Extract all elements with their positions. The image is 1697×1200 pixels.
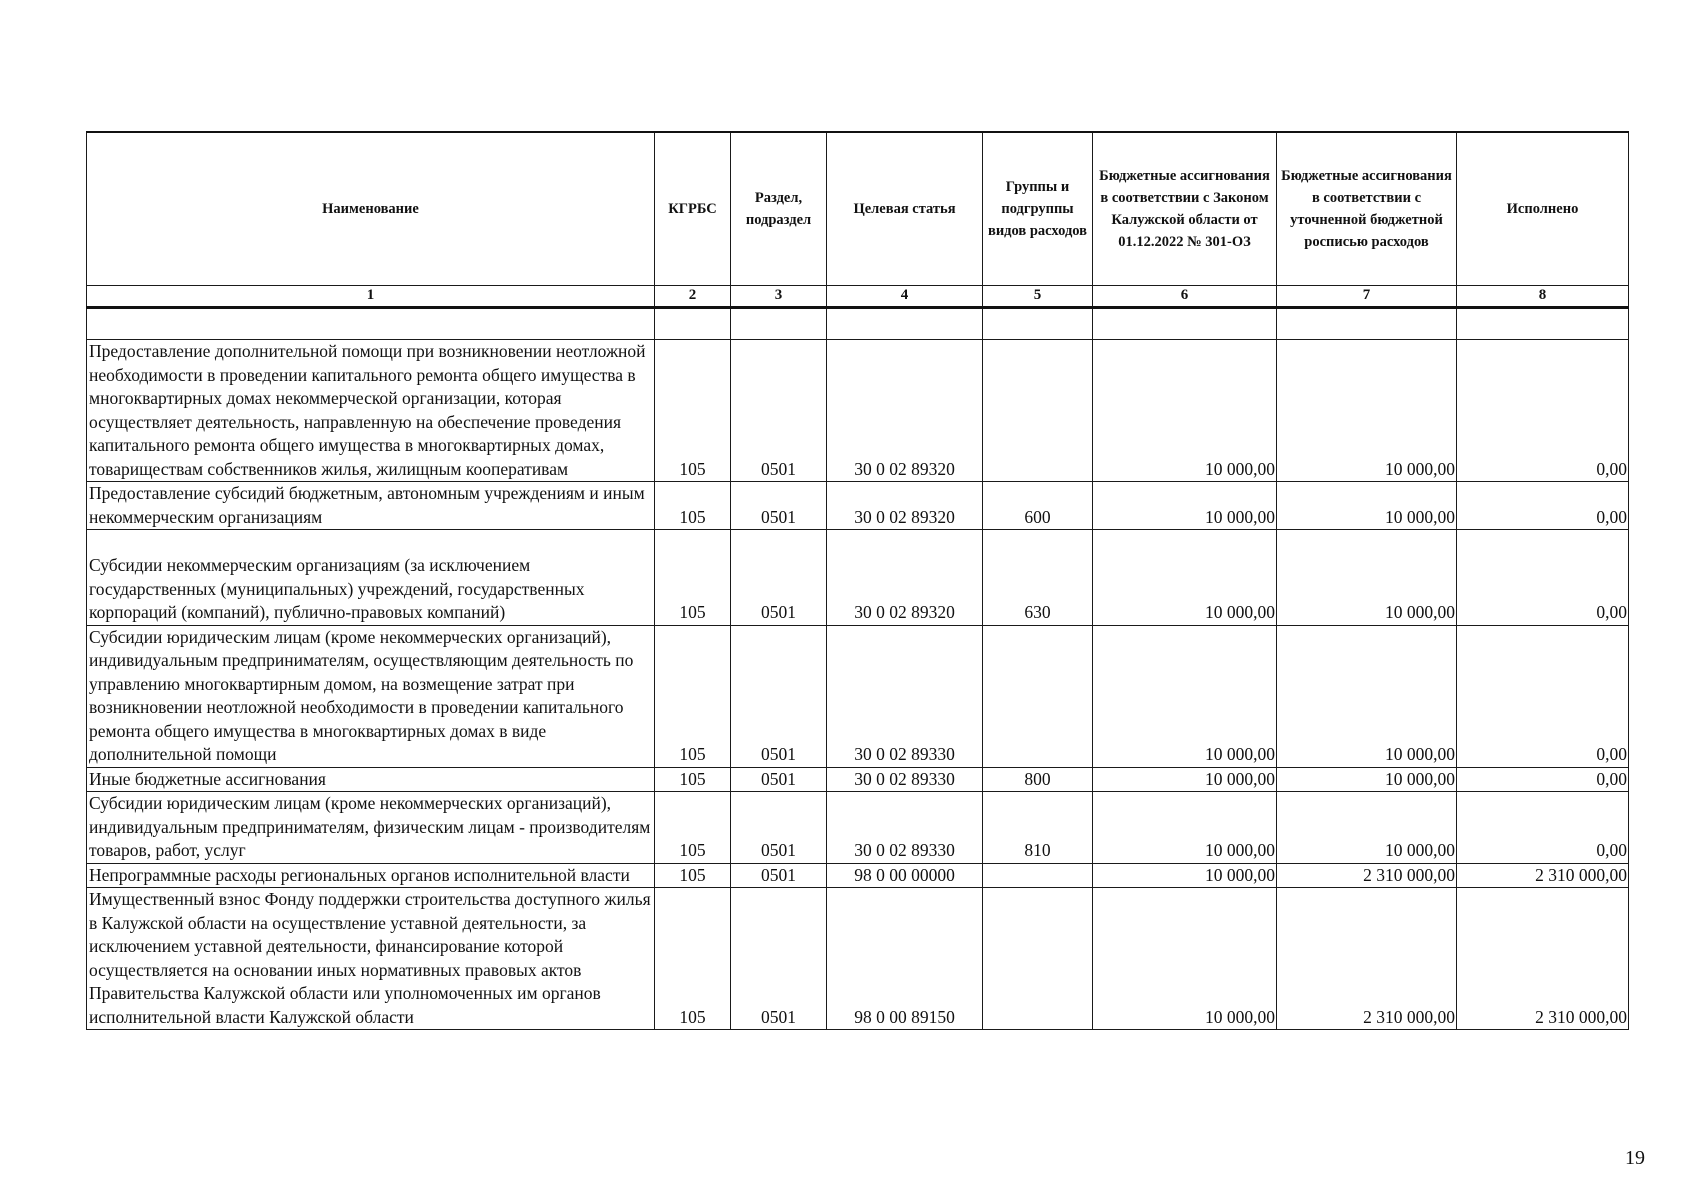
row-refined-allocation: 10 000,00 <box>1277 340 1457 482</box>
column-number: 5 <box>983 286 1093 308</box>
table-row <box>87 340 1629 482</box>
row-target: 30 0 02 89330 <box>827 767 983 792</box>
row-section: 0501 <box>731 767 827 792</box>
row-executed: 2 310 000,00 <box>1457 863 1629 888</box>
row-executed: 0,00 <box>1457 482 1629 530</box>
header-law-allocation: Бюджетные ассигнования в соответствии с Законом Калужской области от 01.12.2022 № 301-ОЗ <box>1093 132 1277 286</box>
row-kgrbs: 105 <box>655 482 731 530</box>
row-section: 0501 <box>731 625 827 767</box>
header-refined-allocation: Бюджетные ассигнования в соответствии с уточненной бюджетной росписью расходов <box>1277 132 1457 286</box>
row-target: 98 0 00 89150 <box>827 888 983 1030</box>
row-executed: 0,00 <box>1457 625 1629 767</box>
table-row <box>87 888 1629 1030</box>
row-section: 0501 <box>731 530 827 626</box>
table-row <box>87 482 1629 530</box>
row-group <box>983 863 1093 888</box>
row-kgrbs: 105 <box>655 767 731 792</box>
table-body <box>87 308 1629 1030</box>
row-refined-allocation: 10 000,00 <box>1277 625 1457 767</box>
column-number: 7 <box>1277 286 1457 308</box>
row-kgrbs: 105 <box>655 625 731 767</box>
row-refined-allocation: 2 310 000,00 <box>1277 888 1457 1030</box>
row-refined-allocation: 10 000,00 <box>1277 482 1457 530</box>
table-row <box>87 530 1629 626</box>
row-kgrbs: 105 <box>655 888 731 1030</box>
row-section: 0501 <box>731 863 827 888</box>
row-law-allocation: 10 000,00 <box>1093 767 1277 792</box>
row-section: 0501 <box>731 888 827 1030</box>
row-name <box>87 530 655 626</box>
row-refined-allocation: 10 000,00 <box>1277 767 1457 792</box>
row-target: 30 0 02 89330 <box>827 792 983 864</box>
column-number: 6 <box>1093 286 1277 308</box>
table-header <box>87 132 1629 308</box>
row-executed: 2 310 000,00 <box>1457 888 1629 1030</box>
budget-table <box>86 131 1629 1030</box>
row-section: 0501 <box>731 482 827 530</box>
header-name: Наименование <box>87 132 655 286</box>
row-group <box>983 340 1093 482</box>
row-name: Предоставление дополнительной помощи при возникновении неотложной необходимости в проведении капитального ремонта общего имущества в многоквартирных домах некоммерческой организации, которая осуществляет деятельность, направленную на обеспечение проведения капитального ремонта общего имущества в многоквартирных домах, товариществам собственников жилья, жилищным кооперативам <box>87 340 655 482</box>
row-name: Предоставление субсидий бюджетным, автономным учреждениям и иным некоммерческим организациям <box>87 482 655 530</box>
row-kgrbs: 105 <box>655 340 731 482</box>
column-number-row <box>87 286 1629 308</box>
row-kgrbs: 105 <box>655 530 731 626</box>
row-refined-allocation: 2 310 000,00 <box>1277 863 1457 888</box>
table-row <box>87 792 1629 864</box>
table-row <box>87 625 1629 767</box>
header-section: Раздел, подраздел <box>731 132 827 286</box>
row-executed: 0,00 <box>1457 792 1629 864</box>
row-target: 30 0 02 89320 <box>827 482 983 530</box>
row-section: 0501 <box>731 792 827 864</box>
row-kgrbs: 105 <box>655 792 731 864</box>
column-number: 4 <box>827 286 983 308</box>
row-group: 600 <box>983 482 1093 530</box>
row-executed: 0,00 <box>1457 340 1629 482</box>
row-name: Имущественный взнос Фонду поддержки строительства доступного жилья в Калужской области на осуществление уставной деятельности, за исключением уставной деятельности, финансирование которой осуществляется на основании иных нормативных правовых актов Правительства Калужской области или уполномоченных им органов исполнительной власти Калужской области <box>87 888 655 1030</box>
row-group <box>983 888 1093 1030</box>
table-row <box>87 767 1629 792</box>
header-target: Целевая статья <box>827 132 983 286</box>
column-number: 2 <box>655 286 731 308</box>
row-group: 630 <box>983 530 1093 626</box>
header-row <box>87 132 1629 286</box>
row-name: Иные бюджетные ассигнования <box>87 767 655 792</box>
row-name-text: Субсидии некоммерческим организациям (за исключением государственных (муниципальных) учреждений, государственных корпораций (компаний), публично-правовых компаний) <box>89 555 585 622</box>
row-group: 800 <box>983 767 1093 792</box>
header-executed: Исполнено <box>1457 132 1629 286</box>
column-number: 3 <box>731 286 827 308</box>
row-group <box>983 625 1093 767</box>
table-row <box>87 863 1629 888</box>
row-law-allocation: 10 000,00 <box>1093 863 1277 888</box>
row-name: Непрограммные расходы региональных органов исполнительной власти <box>87 863 655 888</box>
row-refined-allocation: 10 000,00 <box>1277 530 1457 626</box>
header-kgrbs: КГРБС <box>655 132 731 286</box>
row-executed: 0,00 <box>1457 767 1629 792</box>
row-law-allocation: 10 000,00 <box>1093 792 1277 864</box>
header-group: Группы и подгруппы видов расходов <box>983 132 1093 286</box>
column-number: 1 <box>87 286 655 308</box>
row-law-allocation: 10 000,00 <box>1093 888 1277 1030</box>
row-kgrbs: 105 <box>655 863 731 888</box>
row-refined-allocation: 10 000,00 <box>1277 792 1457 864</box>
row-executed: 0,00 <box>1457 530 1629 626</box>
row-target: 30 0 02 89320 <box>827 530 983 626</box>
page-number: 19 <box>1625 1147 1645 1169</box>
row-section: 0501 <box>731 340 827 482</box>
row-name: Субсидии юридическим лицам (кроме некоммерческих организаций), индивидуальным предпринимателям, осуществляющим деятельность по управлению многоквартирным домом, на возмещение затрат при возникновении неотложной необходимости в проведении капитального ремонта общего имущества в многоквартирных домах в виде дополнительной помощи <box>87 625 655 767</box>
row-law-allocation: 10 000,00 <box>1093 625 1277 767</box>
row-target: 98 0 00 00000 <box>827 863 983 888</box>
column-number: 8 <box>1457 286 1629 308</box>
row-name: Субсидии юридическим лицам (кроме некоммерческих организаций), индивидуальным предпринимателям, физическим лицам - производителям товаров, работ, услуг <box>87 792 655 864</box>
row-target: 30 0 02 89330 <box>827 625 983 767</box>
row-target: 30 0 02 89320 <box>827 340 983 482</box>
row-law-allocation: 10 000,00 <box>1093 340 1277 482</box>
row-group: 810 <box>983 792 1093 864</box>
spacer-row <box>87 308 1629 340</box>
row-law-allocation: 10 000,00 <box>1093 482 1277 530</box>
row-law-allocation: 10 000,00 <box>1093 530 1277 626</box>
